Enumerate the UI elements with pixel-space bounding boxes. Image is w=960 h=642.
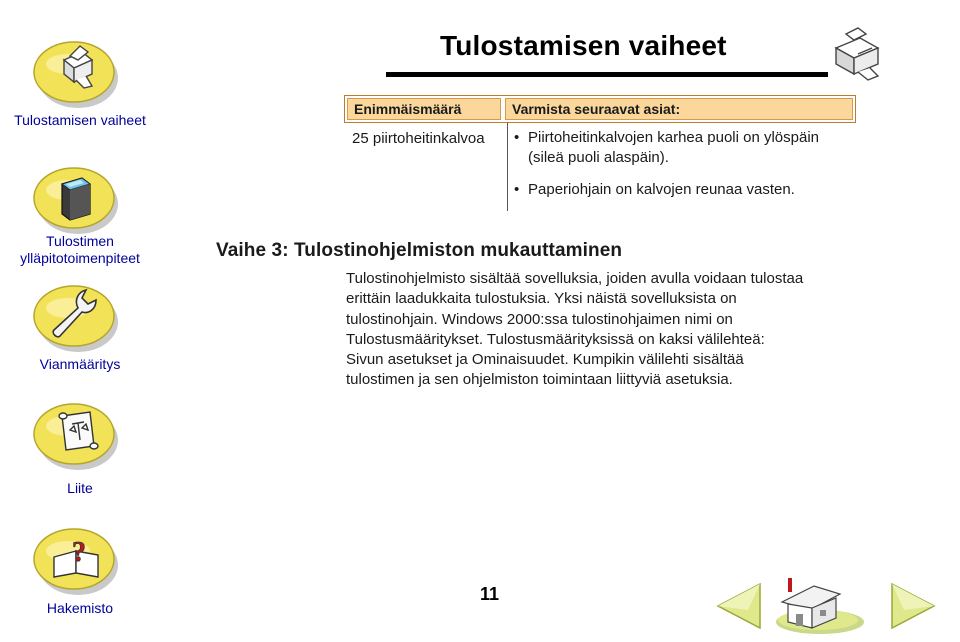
home-icon[interactable] [770, 576, 866, 636]
sidebar-item-vianmaaritys[interactable] [0, 270, 160, 380]
sidebar-item-label: Liite [67, 480, 93, 496]
step-heading: Vaihe 3: Tulostinohjelmiston mukauttaminen [216, 240, 623, 261]
column-divider [507, 123, 508, 211]
list-item-line: (sileä puoli alaspäin). [528, 149, 669, 166]
title-rule [386, 72, 828, 77]
question-book-icon [28, 515, 124, 601]
wrench-icon [28, 272, 124, 358]
sidebar-item-liite[interactable] [0, 390, 160, 500]
ink-cartridge-icon [28, 154, 124, 240]
list-item [514, 180, 854, 200]
table-header-row [344, 95, 856, 123]
sidebar [0, 0, 160, 642]
column-header-enimmaismaara: Enimmäismäärä [347, 98, 501, 120]
previous-page-icon[interactable] [708, 580, 768, 632]
body-line: tulostinohjain. Windows 2000:ssa tulostinohjaimen nimi on [346, 310, 733, 328]
page-title: Tulostamisen vaiheet [440, 30, 727, 61]
sidebar-item-hakemisto[interactable] [0, 515, 160, 642]
sidebar-item-label: Vianmääritys [39, 356, 121, 372]
sidebar-item-label: Tulostamisen vaiheet [14, 112, 146, 128]
sidebar-item-label-line-2: ylläpitotoimenpiteet [20, 250, 140, 266]
body-line: Tulostusmääritykset. Tulostusmäärityksissä on kaksi välilehteä: [346, 330, 765, 348]
list-item-line: Piirtoheitinkalvojen karhea puoli on ylöspäin [528, 129, 820, 146]
printer-icon [832, 26, 882, 82]
page-number: 11 [480, 584, 500, 604]
table-cell-amount: 25 piirtoheitinkalvoa [352, 130, 485, 147]
svg-text:?: ? [72, 537, 86, 568]
scroll-icon [28, 390, 124, 476]
sidebar-item-tulostimen-yllapito[interactable] [0, 140, 160, 270]
body-line: tulostimen ja sen ohjelmiston toimintaan liittyviä asetuksia. [346, 371, 733, 389]
list-item [514, 128, 854, 168]
sidebar-item-label: Hakemisto [46, 600, 114, 616]
sidebar-item-label-line-1: Tulostimen [46, 233, 114, 249]
step-body [346, 269, 846, 391]
body-line: Tulostinohjelmisto sisältää sovelluksia, joiden avulla voidaan tulostaa [346, 270, 804, 287]
printer-icon [28, 28, 124, 114]
body-line: erittäin laadukkaita tulostuksia. Yksi näistä sovelluksista on [346, 290, 737, 308]
column-header-varmista: Varmista seuraavat asiat: [505, 98, 853, 120]
body-line: Sivun asetukset ja Ominaisuudet. Kumpikin välilehti sisältää [346, 351, 744, 369]
list-item-line: Paperiohjain on kalvojen reunaa vasten. [528, 181, 795, 198]
sidebar-item-tulostamisen-vaiheet[interactable] [0, 0, 160, 140]
next-page-icon[interactable] [884, 580, 944, 632]
checklist [514, 128, 854, 200]
